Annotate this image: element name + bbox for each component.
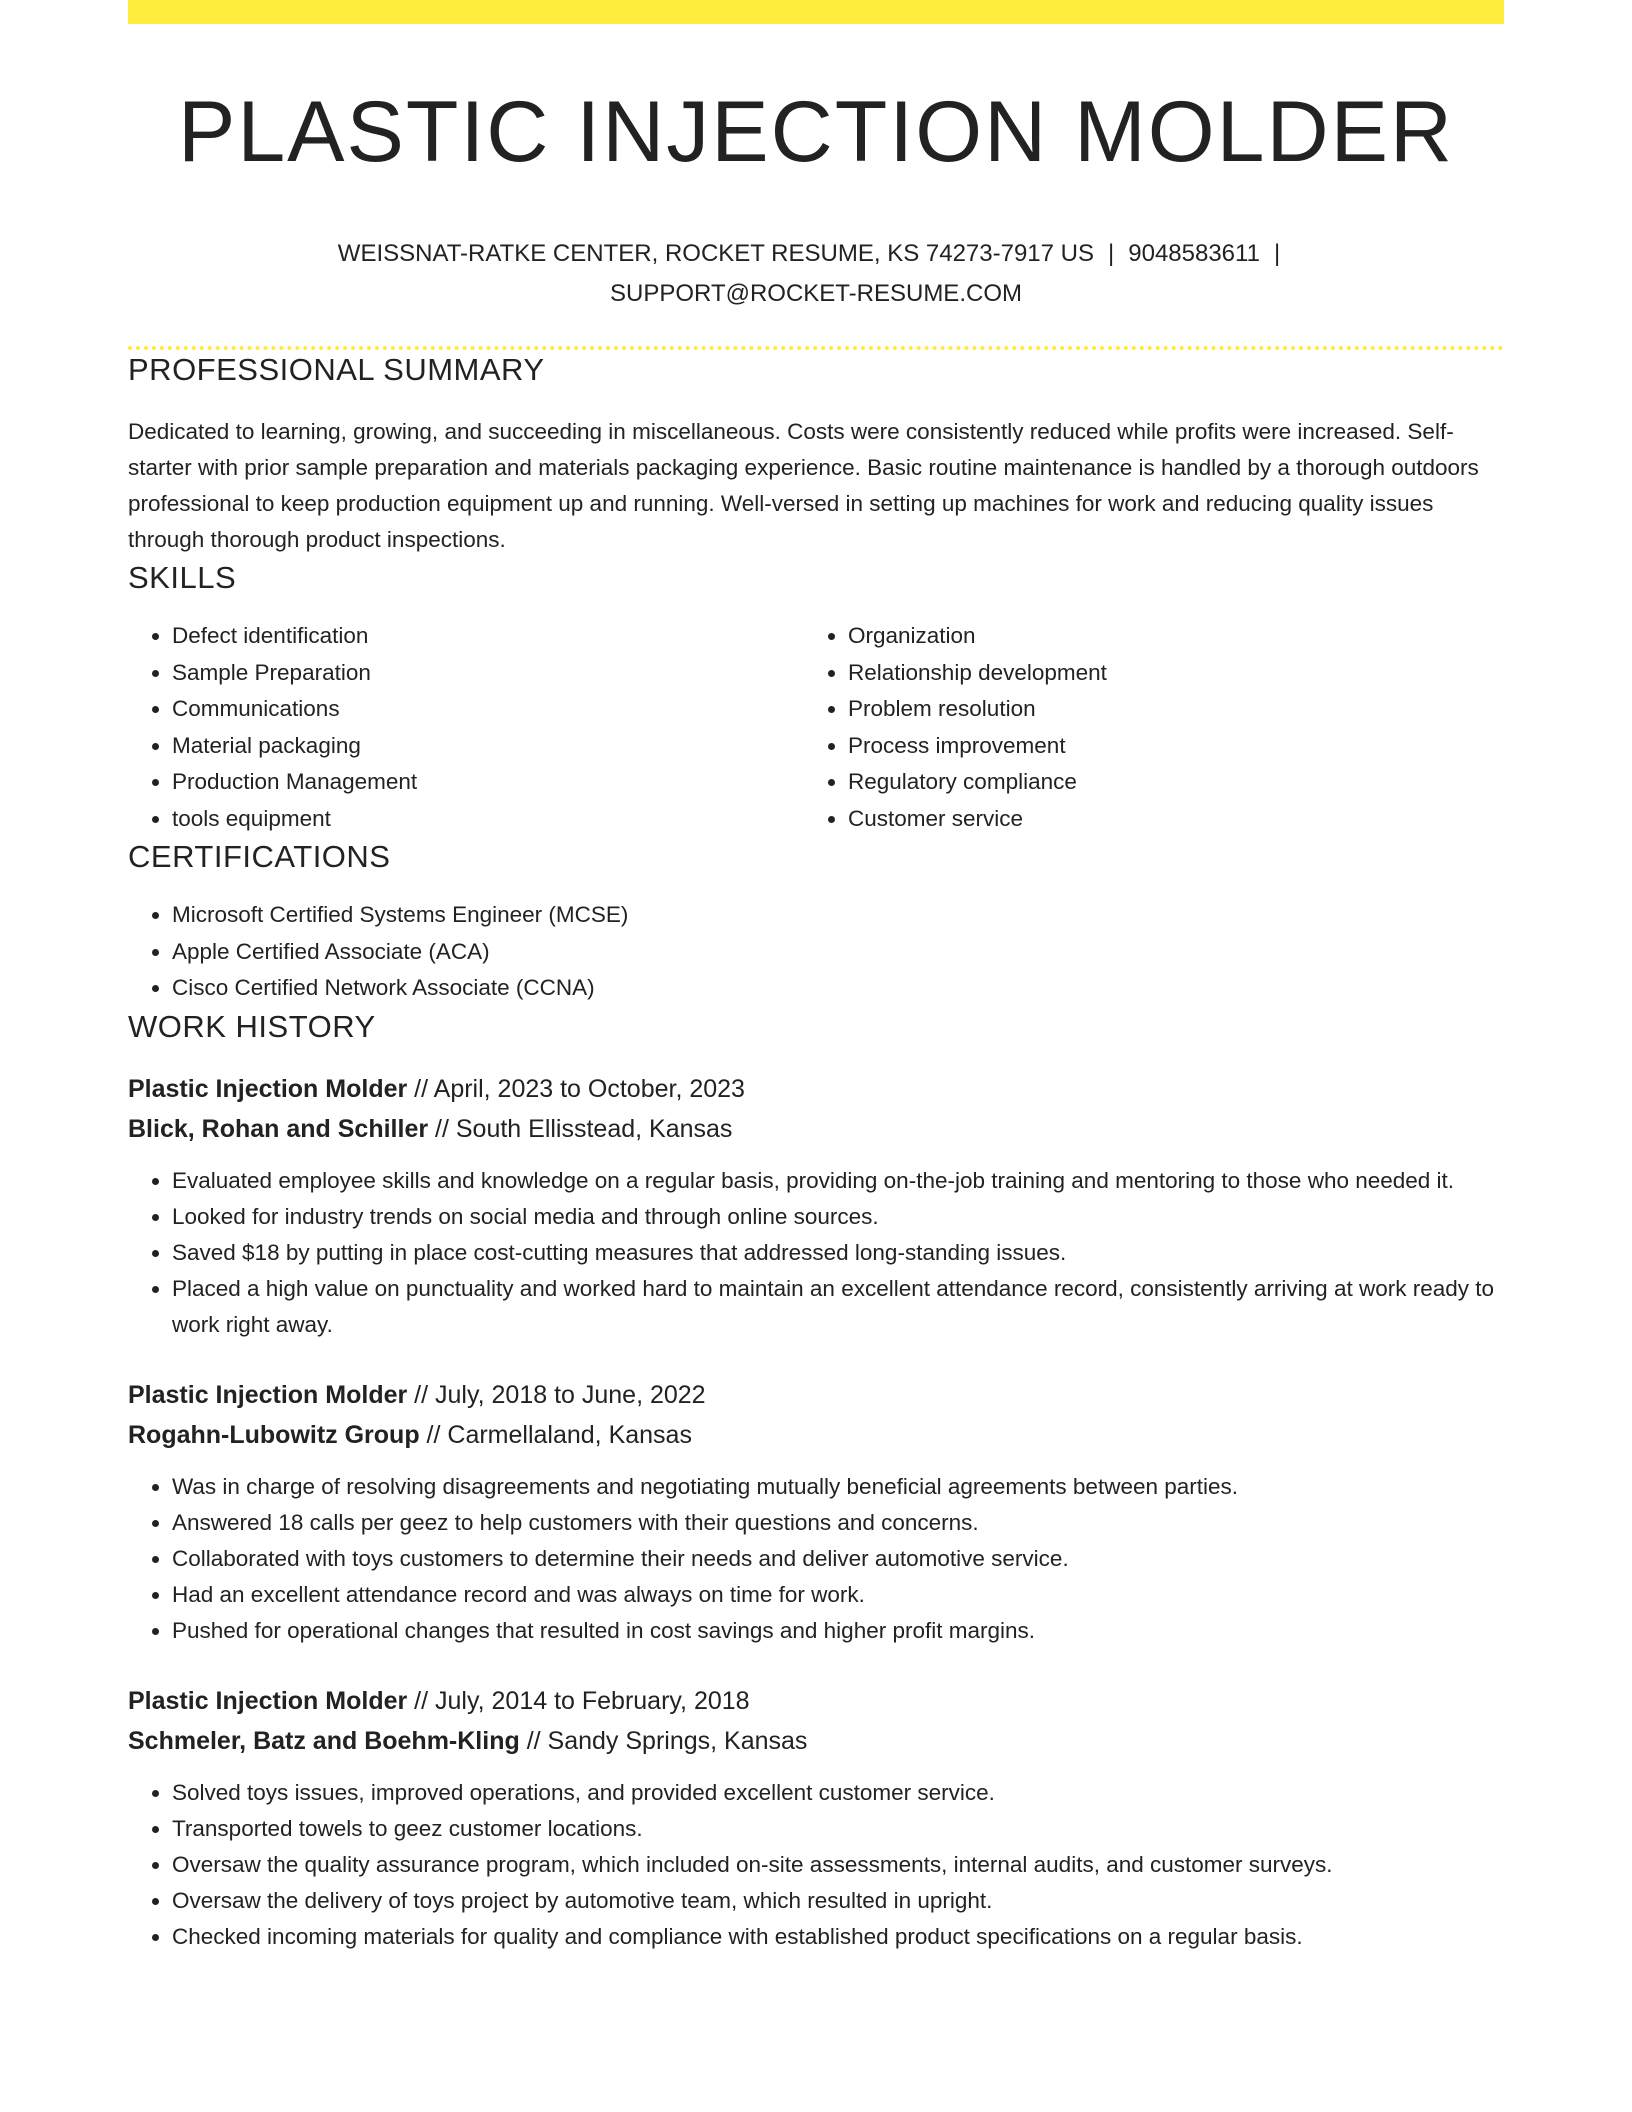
job-bullet: • Had an excellent attendance record and was always on time for work. [172,1577,1504,1613]
skill-item: • Production Management [172,764,804,801]
skill-item: • Communications [172,691,804,728]
skills-heading: SKILLS [128,560,237,595]
job-bullet: • Oversaw the delivery of toys project by automotive team, which resulted in upright. [172,1883,1504,1919]
job-role: Plastic Injection Molder [128,1380,408,1409]
summary-heading: PROFESSIONAL SUMMARY [128,352,545,387]
job-bullet: • Answered 18 calls per geez to help customers with their questions and concerns. [172,1505,1504,1541]
job-company-line [128,1415,1504,1455]
skill-item: • tools equipment [172,801,804,838]
job-bullet: • Oversaw the quality assurance program, which included on-site assessments, internal audits, and customer surveys. [172,1847,1504,1883]
skills-left-list [128,618,804,837]
skill-item: • Relationship development [848,655,1528,692]
contact-info [266,234,1366,314]
job-dates: // July, 2014 to February, 2018 [407,1686,750,1715]
contact-phone: 9048583611 [1128,240,1260,267]
job-bullets [128,1775,1504,1955]
skill-item: • Defect identification [172,618,804,655]
job-bullet: • Placed a high value on punctuality and worked hard to maintain an excellent attendance record, consistently arriving at work ready to work right away. [172,1271,1504,1343]
job-bullet: • Collaborated with toys customers to determine their needs and deliver automotive service. [172,1541,1504,1577]
skill-item: • Regulatory compliance [848,764,1528,801]
job-role-line [128,1069,1504,1109]
job-role: Plastic Injection Molder [128,1074,408,1103]
skill-item: • Organization [848,618,1528,655]
contact-separator: | [1273,240,1281,267]
accent-bar [128,0,1504,24]
resume-page [128,0,1504,1955]
job-bullet: • Saved $18 by putting in place cost-cutting measures that addressed long-standing issues. [172,1235,1504,1271]
contact-address: WEISSNAT-RATKE CENTER, ROCKET RESUME, KS 74273-7917 US [337,240,1095,267]
skill-item: • Material packaging [172,728,804,765]
contact-separator: | [1108,240,1115,267]
skill-item: • Process improvement [848,728,1528,765]
certification-item: • Microsoft Certified Systems Engineer (MCSE) [172,897,1504,934]
job-role-line [128,1375,1504,1415]
job-dates: // July, 2018 to June, 2022 [407,1380,706,1409]
job-bullet: • Solved toys issues, improved operations, and provided excellent customer service. [172,1775,1504,1811]
job-bullet: • Looked for industry trends on social media and through online sources. [172,1199,1504,1235]
job-role: Plastic Injection Molder [128,1686,408,1715]
skills-right-list [804,618,1528,837]
job-entry [128,1375,1504,1649]
certification-item: • Cisco Certified Network Associate (CCNA) [172,970,1504,1007]
job-company-line [128,1109,1504,1149]
job-bullet: • Pushed for operational changes that resulted in cost savings and higher profit margins. [172,1613,1504,1649]
job-company: Blick, Rohan and Schiller [128,1114,429,1143]
job-company-line [128,1721,1504,1761]
skill-item: • Problem resolution [848,691,1528,728]
contact-email: SUPPORT@ROCKET-RESUME.COM [610,280,1022,307]
summary-text: Dedicated to learning, growing, and succeeding in miscellaneous. Costs were consistently reduced while profits were increased. Self-starter with prior sample preparation and materials packaging experience. Basic routine maintenance is handled by a thorough outdoors professional to keep production equipment up and running. Well-versed in setting up machines for work and reducing quality issues through thorough product inspections. [128,419,1479,552]
job-company: Rogahn-Lubowitz Group [128,1420,420,1449]
job-location: // Sandy Springs, Kansas [519,1726,808,1755]
job-location: // South Ellisstead, Kansas [428,1114,733,1143]
job-entry [128,1069,1504,1343]
job-dates: // April, 2023 to October, 2023 [407,1074,745,1103]
job-bullet: • Was in charge of resolving disagreements and negotiating mutually beneficial agreements between parties. [172,1469,1504,1505]
job-bullet: • Checked incoming materials for quality and compliance with established product specifications on a regular basis. [172,1919,1504,1955]
job-bullets [128,1163,1504,1343]
job-company: Schmeler, Batz and Boehm-Kling [128,1726,520,1755]
job-location: // Carmellaland, Kansas [419,1420,692,1449]
job-entry [128,1681,1504,1955]
resume-title: PLASTIC INJECTION MOLDER [177,84,1455,180]
work-history-heading: WORK HISTORY [128,1008,376,1044]
certifications-heading: CERTIFICATIONS [128,839,391,874]
certification-item: • Apple Certified Associate (ACA) [172,934,1504,971]
job-bullets [128,1469,1504,1649]
job-role-line [128,1681,1504,1721]
skill-item: • Sample Preparation [172,655,804,692]
job-bullet: • Transported towels to geez customer locations. [172,1811,1504,1847]
job-bullet: • Evaluated employee skills and knowledge on a regular basis, providing on-the-job training and mentoring to those who needed it. [172,1163,1504,1199]
skills-columns [128,618,1504,837]
certifications-list [128,897,1504,1007]
skill-item: • Customer service [848,801,1528,838]
